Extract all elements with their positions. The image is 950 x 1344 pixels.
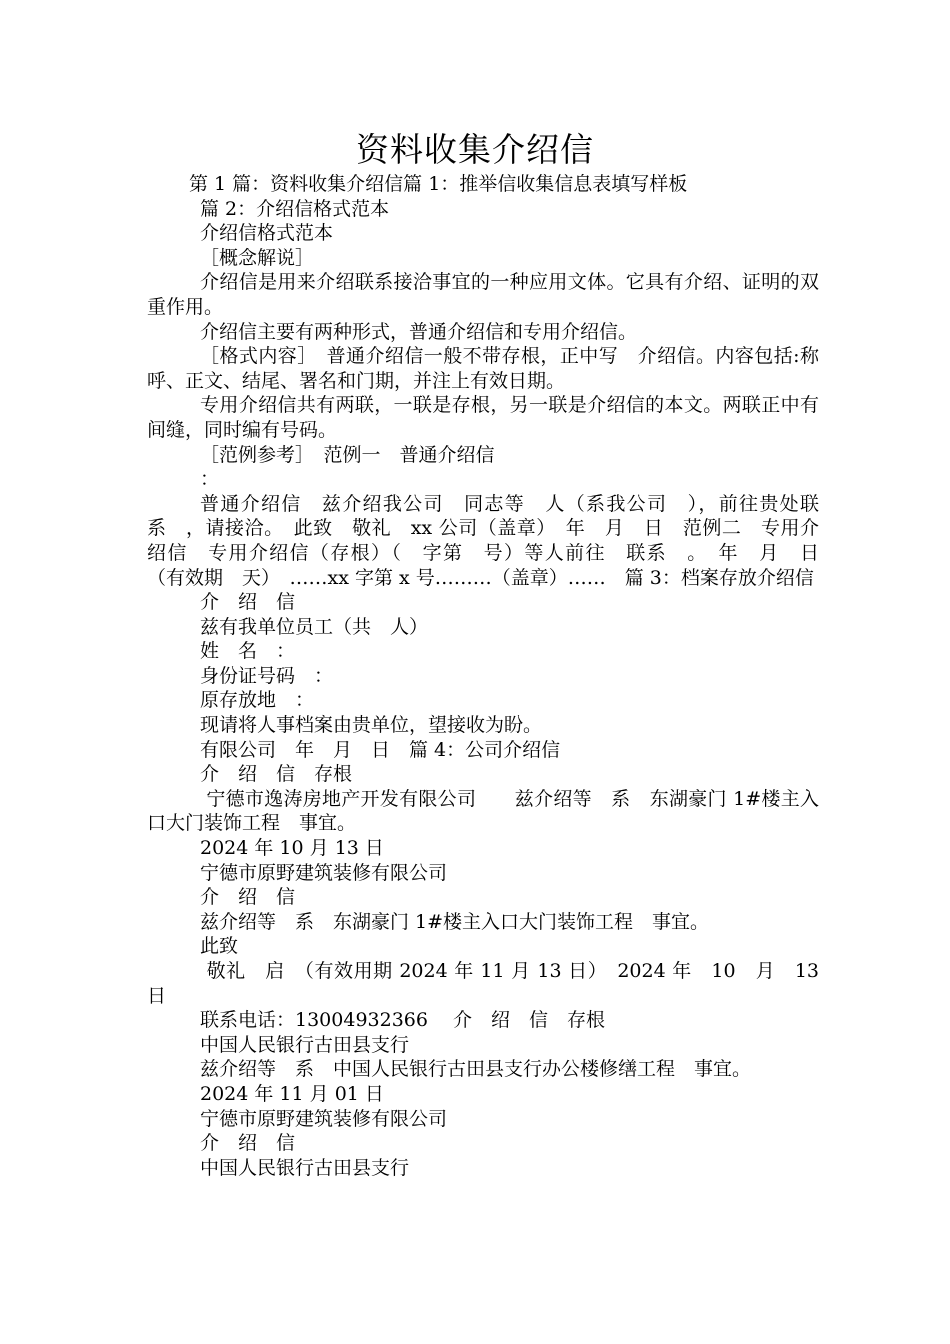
paragraph: 2024 年 11 月 01 日	[200, 1082, 384, 1105]
paragraph: 介 绍 信	[200, 1132, 296, 1155]
paragraph: ［概念解说］	[200, 246, 315, 269]
document-body	[147, 172, 839, 1180]
paragraph: 2024 年 10 月 13 日	[200, 837, 384, 860]
paragraph: 敬礼 启 （有效用期 2024 年 11 月 13 日） 2024 年 10 月 13 日	[147, 960, 839, 1007]
document-title: 资料收集介绍信	[356, 130, 594, 169]
paragraph: 中国人民银行古田县支行	[200, 1156, 410, 1179]
paragraph: 介绍信是用来介绍联系接洽事宜的一种应用文体。它具有介绍、证明的双重作用。	[147, 271, 819, 318]
paragraph: 姓 名 ：	[200, 640, 296, 663]
paragraph: 兹介绍等 系 东湖豪门 1#楼主入口大门装饰工程 事宜。	[200, 910, 710, 933]
paragraph: ［范例参考］ 范例一 普通介绍信	[200, 443, 495, 466]
paragraph: 介绍信格式范本	[200, 222, 334, 245]
paragraph: 第 1 篇：资料收集介绍信篇 1：推举信收集信息表填写样板	[189, 173, 688, 195]
paragraph: 联系电话：13004932366 介 绍 信 存根	[200, 1009, 606, 1032]
paragraph: 介 绍 信	[200, 591, 296, 614]
paragraph: 此致	[200, 935, 239, 958]
paragraph: ：	[200, 468, 220, 491]
paragraph: 介 绍 信	[200, 886, 296, 909]
paragraph: 兹有我单位员工（共 人）	[200, 615, 429, 638]
paragraph: 身份证号码 ：	[200, 664, 334, 687]
paragraph: 介 绍 信 存根	[200, 763, 353, 786]
paragraph: 篇 2：介绍信格式范本	[200, 197, 390, 220]
paragraph: 专用介绍信共有两联，一联是存根，另一联是介绍信的本文。两联正中有间缝，同时编有号码。	[147, 394, 819, 441]
paragraph: 中国人民银行古田县支行	[200, 1033, 410, 1056]
paragraph: 宁德市原野建筑装修有限公司	[200, 861, 448, 884]
paragraph: 有限公司 年 月 日 篇 4：公司介绍信	[200, 738, 561, 761]
paragraph: 普通介绍信 兹介绍我公司 同志等 人（系我公司 ），前往贵处联系 ，请接洽。 此致 敬礼 xx 公司（盖章） 年 月 日 范例二 专用介绍信 专用介绍信（存根）（ 字第 号）等人前往 联系 。 年 月 日 （有效期 天） ……xx 字第 x 号………（盖章）…… 篇 3：档案存放介绍信	[147, 492, 839, 589]
paragraph: 现请将人事档案由贵单位，望接收为盼。	[200, 714, 543, 737]
paragraph: 宁德市原野建筑装修有限公司	[200, 1107, 448, 1130]
paragraph: ［格式内容］ 普通介绍信一般不带存根，正中写 介绍信。内容包括:称呼、正文、结尾、署名和门期，并注上有效日期。	[147, 345, 819, 392]
paragraph: 原存放地 ：	[200, 689, 315, 712]
paragraph: 宁德市逸涛房地产开发有限公司 兹介绍等 系 东湖豪门 1#楼主入口大门装饰工程 事宜。	[147, 787, 819, 835]
paragraph: 介绍信主要有两种形式，普通介绍信和专用介绍信。	[200, 320, 638, 343]
paragraph: 兹介绍等 系 中国人民银行古田县支行办公楼修缮工程 事宜。	[200, 1058, 752, 1081]
